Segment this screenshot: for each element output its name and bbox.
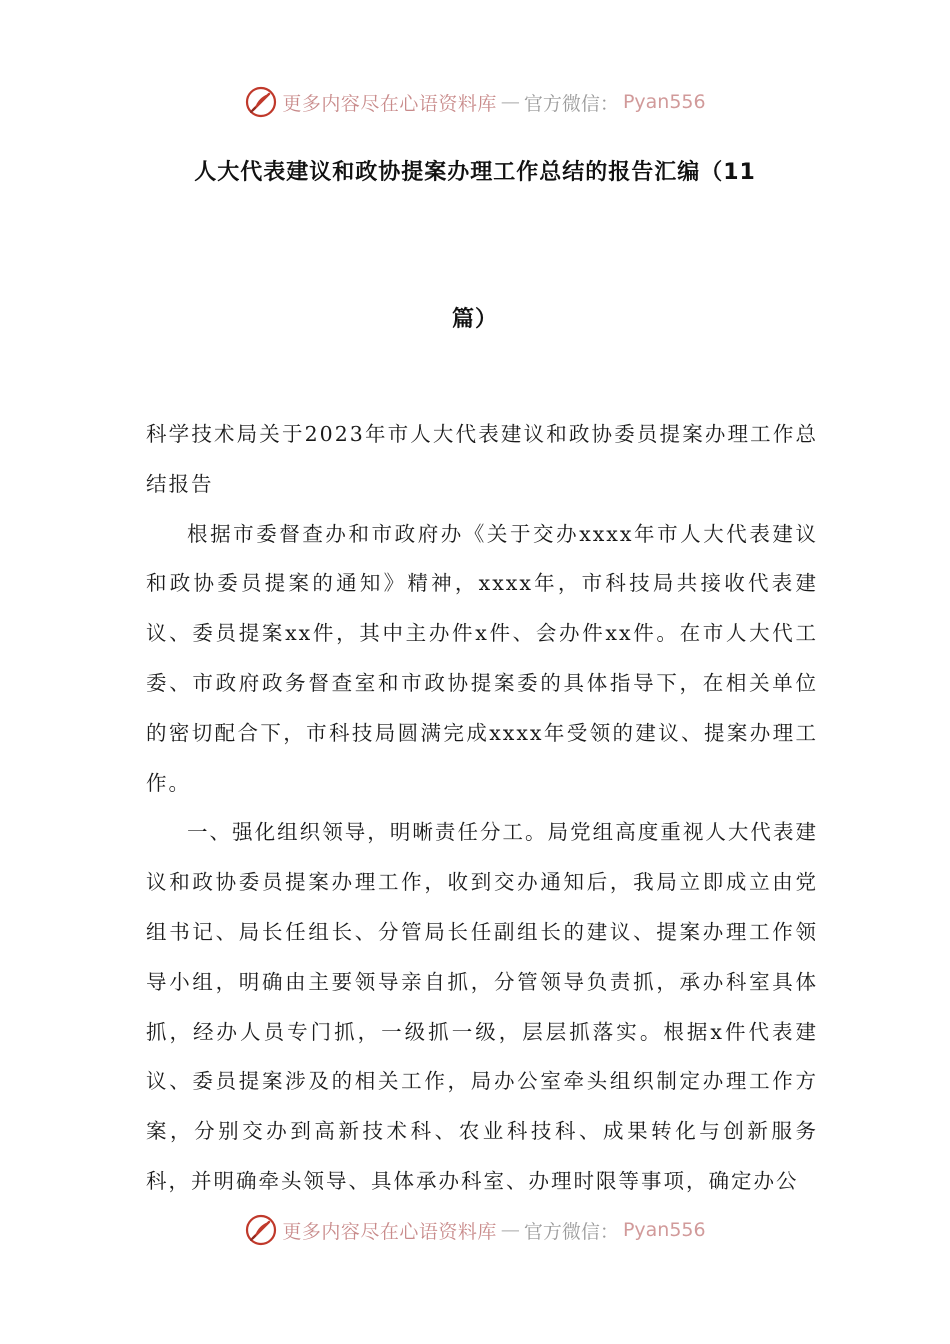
watermark-wechat-id: Pyan556	[622, 1219, 706, 1241]
watermark-wechat-label: 官方微信：	[523, 92, 619, 115]
watermark-separator: —	[500, 1219, 520, 1241]
body-paragraph-1: 根据市委督查办和市政府办《关于交办xxxx年市人大代表建议和政协委员提案的通知》精神，xxxx年，市科技局共接收代表建议、委员提案xx件，其中主办件x件、会办件xx件。在市人大代工委、市政府政务督查室和市政协提案委的具体指导下，在相关单位的密切配合下，市科技局圆满完成xxxx年受领的建议、提案办理工作。	[146, 521, 818, 795]
watermark-wechat-id: Pyan556	[622, 91, 706, 113]
body-paragraph-2: 一、强化组织领导，明晰责任分工。局党组高度重视人大代表建议和政协委员提案办理工作，收到交办通知后，我局立即成立由党组书记、局长任组长、分管局长任副组长的建议、提案办理工作领导小组，明确由主要领导亲自抓，分管领导负责抓，承办科室具体抓，经办人员专门抓，一级抓一级，层层抓落实。根据x件代表建议、委员提案涉及的相关工作，局办公室牵头组织制定办理工作方案，分别交办到高新技术科、农业科技科、成果转化与创新服务科，并明确牵头领导、具体承办科室、办理时限等事项，确定办公	[146, 820, 818, 1193]
watermark-footer	[0, 1210, 950, 1250]
watermark-separator: —	[500, 91, 520, 113]
quill-logo-icon	[244, 1213, 278, 1247]
document-body	[146, 410, 818, 1207]
watermark-text: 更多内容尽在心语资料库	[282, 1220, 497, 1243]
document-title-line-2: 篇）	[451, 307, 498, 332]
section-heading: 科学技术局关于2023年市人大代表建议和政协委员提案办理工作总结报告	[146, 422, 818, 496]
watermark-header	[0, 82, 950, 122]
watermark-wechat-label: 官方微信：	[523, 1220, 619, 1243]
quill-logo-icon	[244, 85, 278, 119]
document-title-line-1: 人大代表建议和政协提案办理工作总结的报告汇编（11	[194, 160, 756, 185]
watermark-text: 更多内容尽在心语资料库	[282, 92, 497, 115]
